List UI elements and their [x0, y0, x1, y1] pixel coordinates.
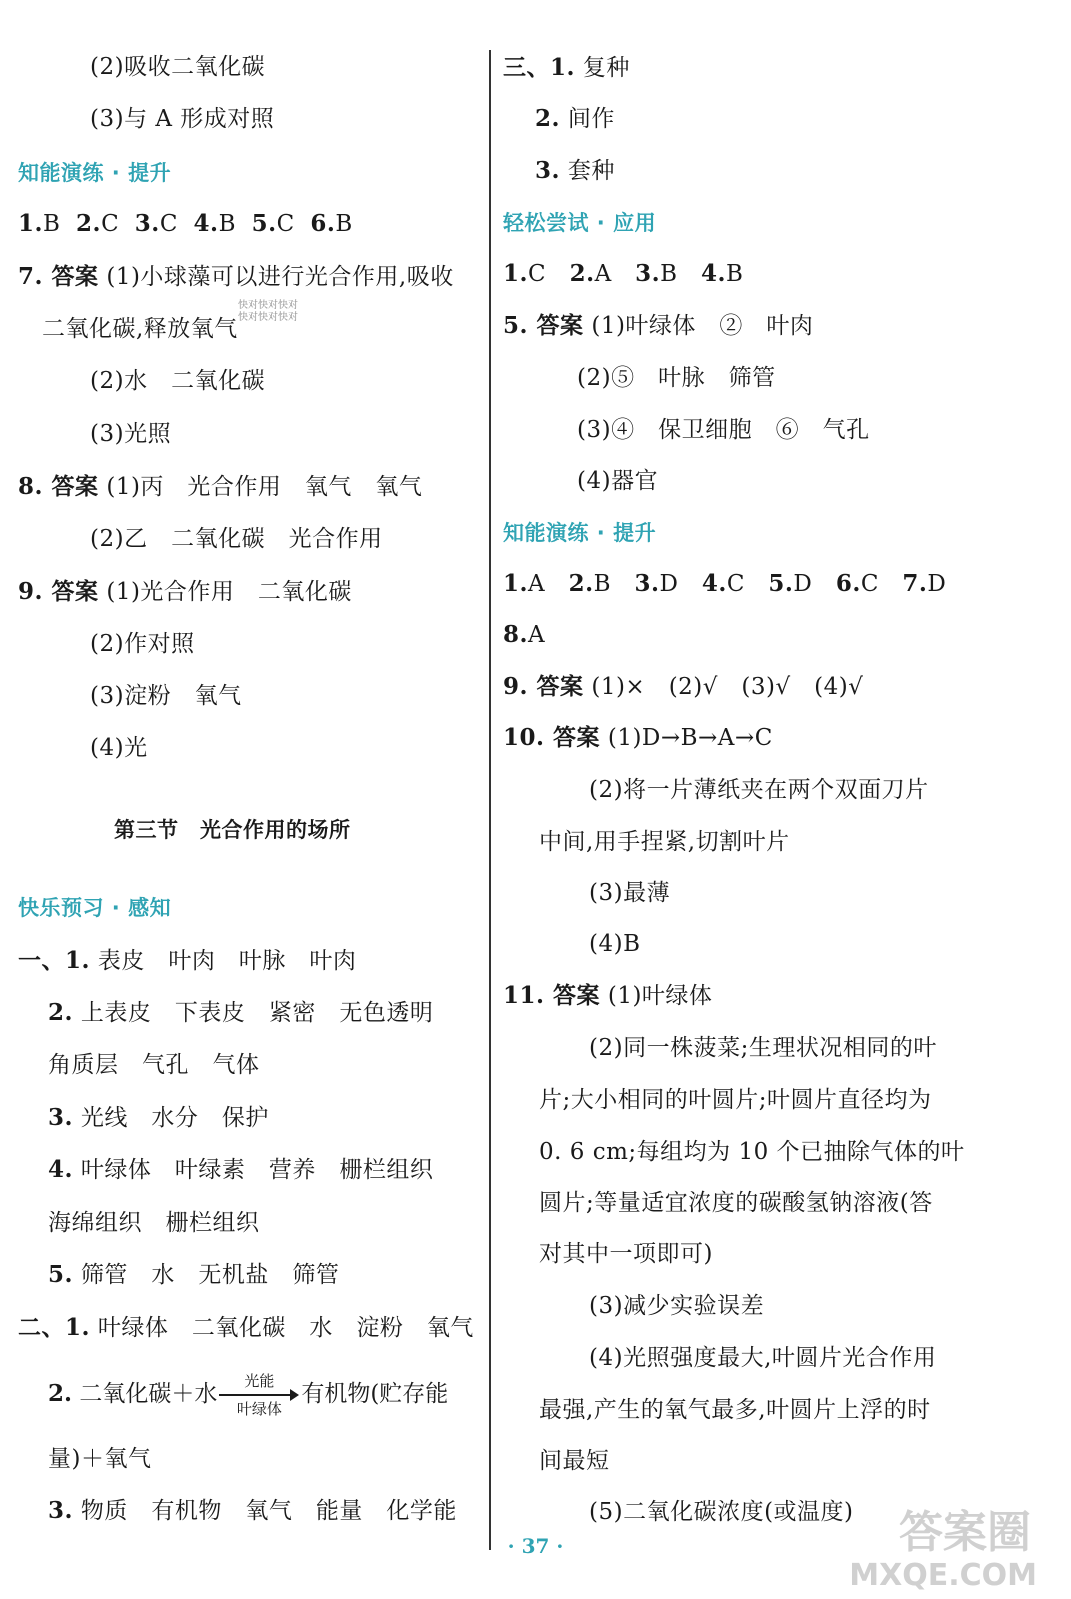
answer-line: 5. 答案 (1)叶绿体 ② 叶肉 — [503, 312, 814, 339]
page-number: · 37 · — [507, 1534, 564, 1558]
section-title: 第三节 光合作用的场所 — [114, 818, 351, 842]
answer-line: 3. 物质 有机物 氧气 能量 化学能 — [48, 1497, 457, 1524]
answer-line: 10. 答案 (1)D→B→A→C — [503, 724, 773, 751]
answer-line: (4)B — [589, 931, 641, 957]
answer-line: 海绵组织 栅栏组织 — [48, 1210, 260, 1236]
answer-line: 间最短 — [539, 1448, 610, 1474]
answer-line: 圆片;等量适宜浓度的碳酸氢钠溶液(答 — [539, 1190, 933, 1216]
answer-line: 2. 间作 — [535, 105, 615, 132]
answer-line: 角质层 气孔 气体 — [48, 1052, 260, 1078]
answer-line: (3)减少实验误差 — [589, 1293, 765, 1319]
answer-line: 最强,产生的氧气最多,叶圆片上浮的时 — [539, 1397, 931, 1423]
choice-answers: 8.A — [503, 621, 546, 648]
answer-line: 3. 光线 水分 保护 — [48, 1104, 269, 1131]
answer-line: 三、1. 复种 — [503, 54, 630, 81]
answer-line: 0. 6 cm;每组均为 10 个已抽除气体的叶 — [539, 1139, 965, 1165]
answer-line: (4)光照强度最大,叶圆片光合作用 — [589, 1345, 937, 1371]
answer-line: (5)二氧化碳浓度(或温度) — [589, 1499, 854, 1525]
answer-line: 一、1. 表皮 叶肉 叶脉 叶肉 — [18, 947, 357, 974]
answer-line: 7. 答案 (1)小球藻可以进行光合作用,吸收 — [18, 263, 454, 290]
answer-line: (2)乙 二氧化碳 光合作用 — [90, 526, 383, 552]
answer-line: (4)光 — [90, 735, 148, 761]
photosynthesis-equation: 2. 二氧化碳＋水 光能 叶绿体 有机物(贮存能 — [48, 1372, 449, 1418]
answer-line: (3)光照 — [90, 421, 172, 447]
answer-line: (3)④ 保卫细胞 ⑥ 气孔 — [577, 417, 870, 443]
answer-line: (3)最薄 — [589, 880, 671, 906]
answer-line: (2)将一片薄纸夹在两个双面刀片 — [589, 777, 929, 803]
answer-line: 3. 套种 — [535, 157, 615, 184]
answer-line: (4)器官 — [577, 468, 659, 494]
answer-line: (2)水 二氧化碳 — [90, 368, 266, 394]
answer-line: 二、1. 叶绿体 二氧化碳 水 淀粉 氧气 — [18, 1314, 474, 1341]
answer-line: 对其中一项即可) — [539, 1241, 713, 1267]
answer-line: 量)＋氧气 — [48, 1446, 152, 1472]
answer-line: 9. 答案 (1)× (2)√ (3)√ (4)√ — [503, 673, 864, 700]
choice-answers: 1.A 2.B 3.D 4.C 5.D 6.C 7.D — [503, 570, 947, 597]
answer-line: 8. 答案 (1)丙 光合作用 氧气 氧气 — [18, 473, 423, 500]
answer-line: 片;大小相同的叶圆片;叶圆片直径均为 — [539, 1087, 932, 1113]
answer-line: 二氧化碳,释放氧气 — [42, 316, 238, 342]
column-divider — [489, 50, 491, 1550]
answer-line: 中间,用手捏紧,切割叶片 — [539, 829, 790, 855]
answer-line: (2)吸收二氧化碳 — [90, 54, 266, 80]
section-heading-practice: 知能演练 · 提升 — [18, 161, 172, 185]
choice-answers: 1.C 2.A 3.B 4.B — [503, 260, 744, 287]
answer-line: (2)⑤ 叶脉 筛管 — [577, 365, 776, 391]
answer-line: (2)同一株菠菜;生理状况相同的叶 — [589, 1035, 937, 1061]
answer-line: 11. 答案 (1)叶绿体 — [503, 982, 713, 1009]
answer-line: 4. 叶绿体 叶绿素 营养 栅栏组织 — [48, 1156, 434, 1183]
answer-line: (3)淀粉 氧气 — [90, 683, 242, 709]
reaction-arrow: 光能 叶绿体 — [219, 1379, 299, 1409]
answer-line: (3)与 A 形成对照 — [90, 106, 275, 132]
answer-line: (2)作对照 — [90, 631, 195, 657]
stamp-logo: 快对快对快对 快对快对快对 — [238, 300, 298, 323]
section-heading-practice: 知能演练 · 提升 — [503, 521, 657, 545]
choice-answers: 1.B 2.C 3.C 4.B 5.C 6.B — [18, 210, 353, 237]
answer-line: 2. 上表皮 下表皮 紧密 无色透明 — [48, 999, 434, 1026]
section-heading-preview: 快乐预习 · 感知 — [18, 896, 172, 920]
answer-line: 9. 答案 (1)光合作用 二氧化碳 — [18, 578, 352, 605]
watermark-logo: 答案圈 — [899, 1507, 1031, 1558]
watermark-url: MXQE.COM — [849, 1558, 1037, 1593]
answer-line: 5. 筛管 水 无机盐 筛管 — [48, 1261, 340, 1288]
section-heading-application: 轻松尝试 · 应用 — [503, 211, 657, 235]
